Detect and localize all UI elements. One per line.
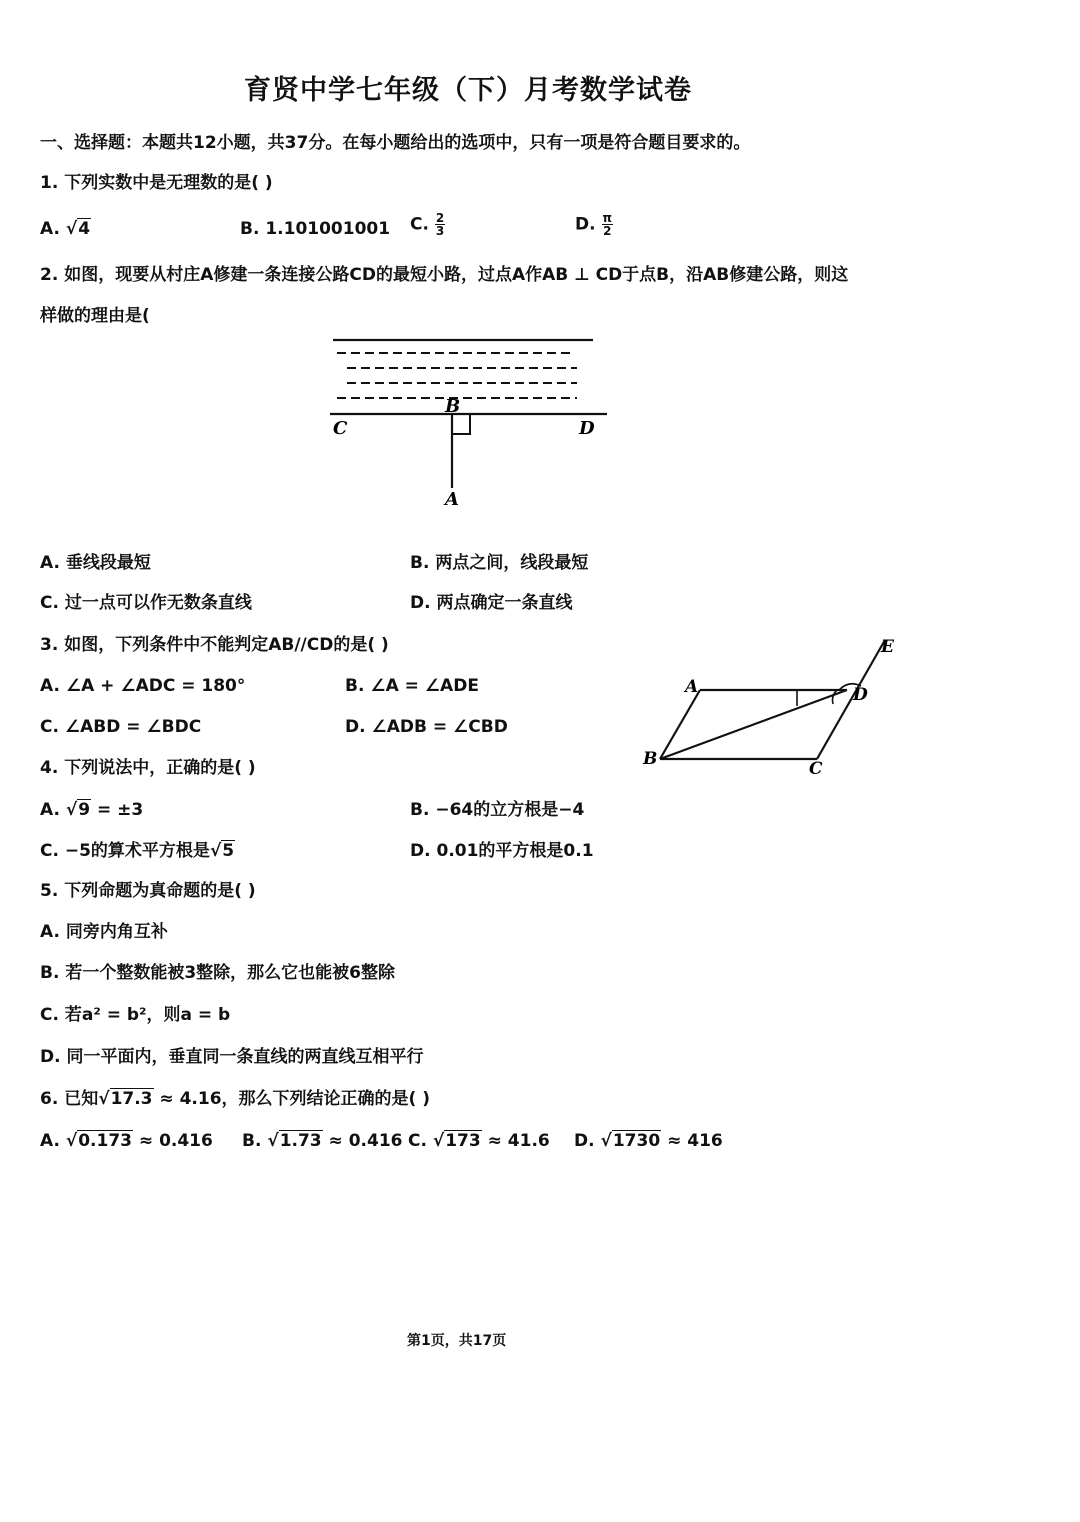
q4-option-d: D. 0.01的平方根是0.1	[410, 841, 594, 861]
q3-figure	[635, 630, 905, 780]
page-footer: 第1页，共17页	[407, 1333, 507, 1349]
line-ce	[817, 640, 885, 759]
q3-stem: 3. 如图，下列条件中不能判定AB//CD的是( )	[40, 635, 389, 655]
q3-option-b: B. ∠A = ∠ADE	[345, 676, 479, 696]
q1-option-c: C. $\frac{2}{3}$	[410, 211, 445, 238]
page-title: 育贤中学七年级（下）月考数学试卷	[244, 75, 692, 106]
label-d: D	[853, 685, 868, 705]
right-angle-mark	[452, 414, 470, 434]
angle-arc-adc	[833, 690, 838, 704]
label-b: B	[445, 396, 461, 417]
label-a: A	[445, 489, 459, 510]
label-c: C	[333, 418, 348, 439]
q6-option-b: B. √1.73 ≈ 0.416	[242, 1131, 403, 1151]
label-b: B	[643, 749, 658, 769]
q4-option-c: C. −5的算术平方根是√5	[40, 841, 235, 861]
q5-stem: 5. 下列命题为真命题的是( )	[40, 881, 256, 901]
q5-option-a: A. 同旁内角互补	[40, 922, 168, 942]
segment-ab	[660, 690, 700, 759]
q3-option-c: C. ∠ABD = ∠BDC	[40, 717, 202, 737]
q5-option-d: D. 同一平面内，垂直同一条直线的两直线互相平行	[40, 1047, 424, 1067]
q6-option-c: C. √173 ≈ 41.6	[408, 1131, 550, 1151]
q2-option-a: A. 垂线段最短	[40, 553, 151, 573]
label-e: E	[881, 637, 894, 657]
q1-option-b: B. 1.101001001	[240, 219, 391, 239]
q1-option-d: D. $\frac{\pi}{2}$	[575, 211, 612, 238]
q1-option-a: A. √4	[40, 219, 91, 239]
label-d: D	[579, 418, 595, 439]
q6-stem: 6. 已知√17.3 ≈ 4.16，那么下列结论正确的是( )	[40, 1089, 430, 1109]
q3-option-d: D. ∠ADB = ∠CBD	[345, 717, 508, 737]
q5-option-c: C. 若a² = b²，则a = b	[40, 1005, 231, 1025]
q2-option-d: D. 两点确定一条直线	[410, 593, 573, 613]
diagonal-bd	[660, 690, 847, 759]
q2-option-c: C. 过一点可以作无数条直线	[40, 593, 252, 613]
q1-stem: 1. 下列实数中是无理数的是( )	[40, 173, 273, 193]
q6-option-a: A. √0.173 ≈ 0.416	[40, 1131, 213, 1151]
q3-option-a: A. ∠A + ∠ADC = 180°	[40, 676, 246, 696]
q2-stem-line1: 2. 如图，现要从村庄A修建一条连接公路CD的最短小路，过点A作AB ⊥ CD于点B，沿AB修建公路，则这	[40, 265, 849, 285]
q5-option-b: B. 若一个整数能被3整除，那么它也能被6整除	[40, 963, 395, 983]
q4-stem: 4. 下列说法中，正确的是( )	[40, 758, 256, 778]
q4-option-b: B. −64的立方根是−4	[410, 800, 585, 820]
label-c: C	[809, 759, 823, 779]
q2-option-b: B. 两点之间，线段最短	[410, 553, 589, 573]
q2-figure	[325, 330, 615, 515]
label-a: A	[685, 677, 699, 697]
q6-option-d: D. √1730 ≈ 416	[574, 1131, 723, 1151]
q4-option-a: A. √9 = ±3	[40, 800, 144, 820]
q2-stem-line2: 样做的理由是(	[40, 306, 150, 326]
section-header: 一、选择题：本题共12小题，共37分。在每小题给出的选项中，只有一项是符合题目要求的。	[40, 133, 751, 153]
